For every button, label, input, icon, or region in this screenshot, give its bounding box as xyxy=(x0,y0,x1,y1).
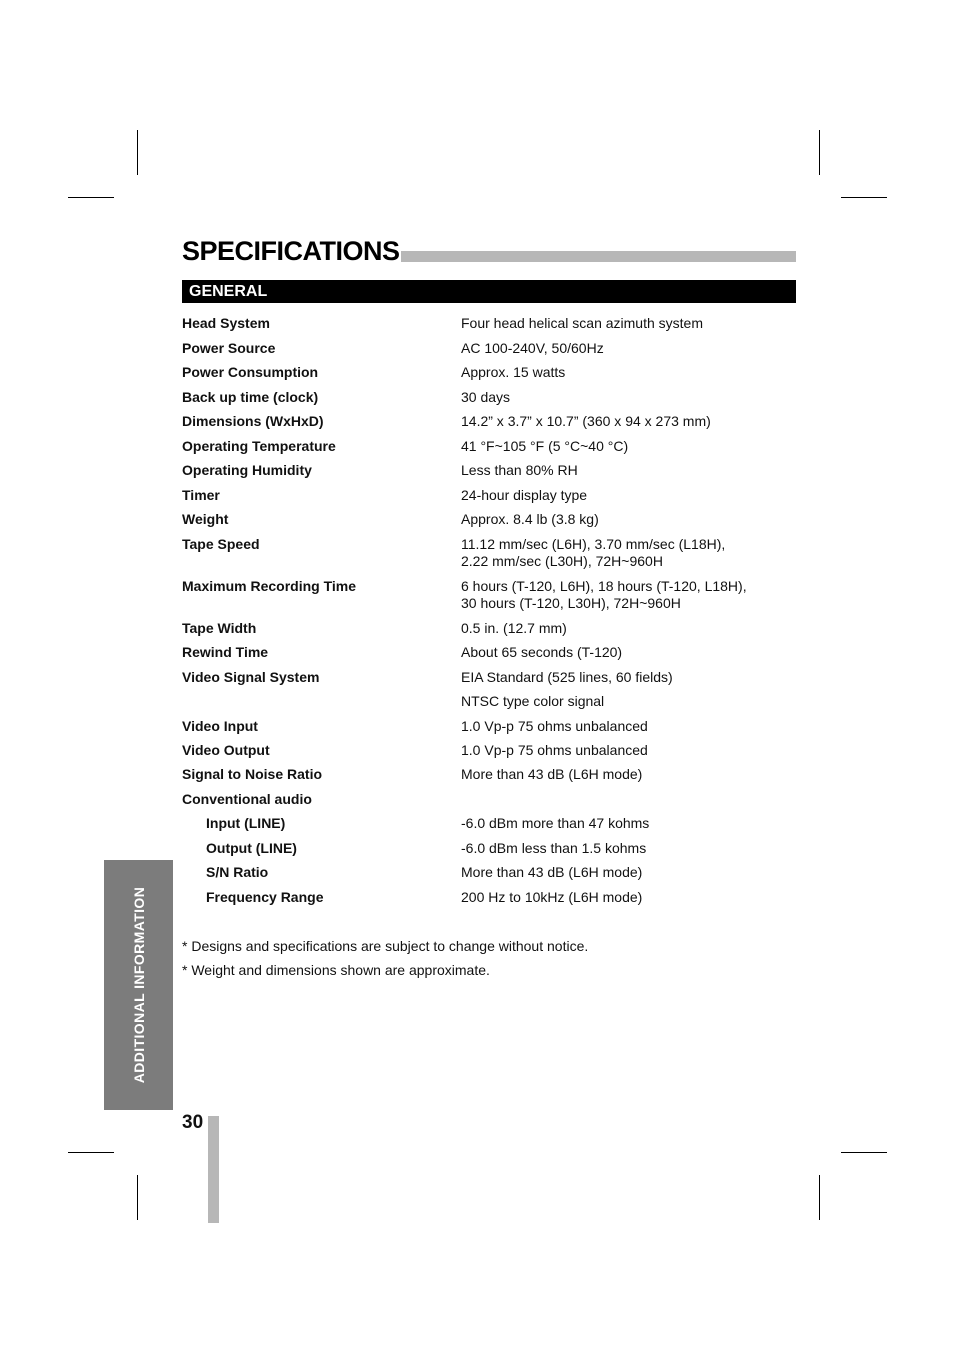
crop-mark xyxy=(841,197,887,198)
title-rule xyxy=(401,251,796,262)
spec-label: Operating Temperature xyxy=(182,438,336,454)
spec-label: Video Output xyxy=(182,742,270,758)
spec-value xyxy=(461,340,604,357)
spec-value-line: 1.0 Vp-p 75 ohms unbalanced xyxy=(461,742,648,758)
spec-value-line: More than 43 dB (L6H mode) xyxy=(461,864,643,880)
spec-value xyxy=(461,438,628,455)
spec-value xyxy=(461,462,578,479)
crop-mark xyxy=(68,1152,114,1153)
spec-label: Dimensions (WxHxD) xyxy=(182,413,324,429)
spec-label: Conventional audio xyxy=(182,791,312,807)
spec-value-line: AC 100-240V, 50/60Hz xyxy=(461,340,604,356)
spec-value xyxy=(461,693,604,710)
spec-value-line: 0.5 in. (12.7 mm) xyxy=(461,620,567,636)
section-header xyxy=(182,280,796,303)
spec-value xyxy=(461,840,646,857)
spec-label: Signal to Noise Ratio xyxy=(182,766,323,782)
spec-value xyxy=(461,364,565,381)
page-number-bar xyxy=(208,1116,219,1223)
page-number: 30 xyxy=(182,1112,204,1133)
spec-value-line: 14.2” x 3.7” x 10.7” (360 x 94 x 273 mm) xyxy=(461,413,711,429)
spec-value xyxy=(461,315,703,332)
spec-value xyxy=(461,718,648,735)
spec-value-line: 200 Hz to 10kHz (L6H mode) xyxy=(461,889,643,905)
crop-mark xyxy=(819,1175,820,1220)
spec-value xyxy=(461,889,642,906)
spec-value xyxy=(461,742,648,759)
spec-value-line: Four head helical scan azimuth system xyxy=(461,315,703,331)
page-title: SPECIFICATIONS xyxy=(182,236,400,266)
spec-label: Timer xyxy=(182,487,220,503)
footnote: * Weight and dimensions shown are approximate. xyxy=(182,962,490,978)
spec-label: Maximum Recording Time xyxy=(182,578,357,594)
spec-value-line: More than 43 dB (L6H mode) xyxy=(461,766,643,782)
crop-mark xyxy=(841,1152,887,1153)
spec-value-line: 1.0 Vp-p 75 ohms unbalanced xyxy=(461,718,648,734)
spec-value xyxy=(461,620,567,637)
spec-value-line: 11.12 mm/sec (L6H), 3.70 mm/sec (L18H), xyxy=(461,536,726,552)
spec-label: Head System xyxy=(182,315,270,331)
spec-label: Back up time (clock) xyxy=(182,389,319,405)
section-title: GENERAL xyxy=(189,283,268,300)
spec-value xyxy=(461,389,510,406)
spec-label: S/N Ratio xyxy=(206,864,269,880)
crop-mark xyxy=(137,1175,138,1220)
spec-value-line: 41 °F~105 °F (5 °C~40 °C) xyxy=(461,438,629,454)
spec-value xyxy=(461,766,642,783)
spec-label: Tape Speed xyxy=(182,536,260,552)
spec-value-line: 30 hours (T-120, L30H), 72H~960H xyxy=(461,595,681,611)
spec-label: Frequency Range xyxy=(206,889,324,905)
spec-value xyxy=(461,487,587,504)
spec-label: Power Source xyxy=(182,340,276,356)
spec-label: Video Signal System xyxy=(182,669,320,685)
spec-value-line: 6 hours (T-120, L6H), 18 hours (T-120, L18H), xyxy=(461,578,747,594)
spec-value xyxy=(461,511,599,528)
side-tab-label: ADDITIONAL INFORMATION xyxy=(130,886,147,1084)
side-tab xyxy=(104,860,173,1110)
spec-value-line: -6.0 dBm more than 47 kohms xyxy=(461,815,650,831)
spec-value-line: EIA Standard (525 lines, 60 fields) xyxy=(461,669,673,685)
spec-value-line: 24-hour display type xyxy=(461,487,588,503)
spec-value xyxy=(461,536,725,570)
spec-value-line: Less than 80% RH xyxy=(461,462,578,478)
crop-mark xyxy=(819,130,820,175)
spec-value xyxy=(461,815,649,832)
spec-value xyxy=(461,413,711,430)
spec-value-line: Approx. 8.4 lb (3.8 kg) xyxy=(461,511,599,527)
crop-mark xyxy=(68,197,114,198)
spec-value xyxy=(461,578,747,612)
spec-value-line: NTSC type color signal xyxy=(461,693,605,709)
spec-label: Video Input xyxy=(182,718,258,734)
spec-label: Output (LINE) xyxy=(206,840,297,856)
spec-value-line: About 65 seconds (T-120) xyxy=(461,644,623,660)
spec-value-line: 2.22 mm/sec (L30H), 72H~960H xyxy=(461,553,663,569)
footnote: * Designs and specifications are subject to change without notice. xyxy=(182,938,589,954)
spec-label: Rewind Time xyxy=(182,644,269,660)
spec-value xyxy=(461,644,622,661)
spec-label: Operating Humidity xyxy=(182,462,312,478)
spec-value-line: 30 days xyxy=(461,389,511,405)
spec-value-line: Approx. 15 watts xyxy=(461,364,566,380)
spec-label: Power Consumption xyxy=(182,364,319,380)
crop-mark xyxy=(137,130,138,175)
spec-label: Weight xyxy=(182,511,229,527)
spec-label: Tape Width xyxy=(182,620,257,636)
spec-value xyxy=(461,669,673,686)
spec-value xyxy=(461,864,642,881)
spec-label: Input (LINE) xyxy=(206,815,286,831)
spec-value-line: -6.0 dBm less than 1.5 kohms xyxy=(461,840,647,856)
